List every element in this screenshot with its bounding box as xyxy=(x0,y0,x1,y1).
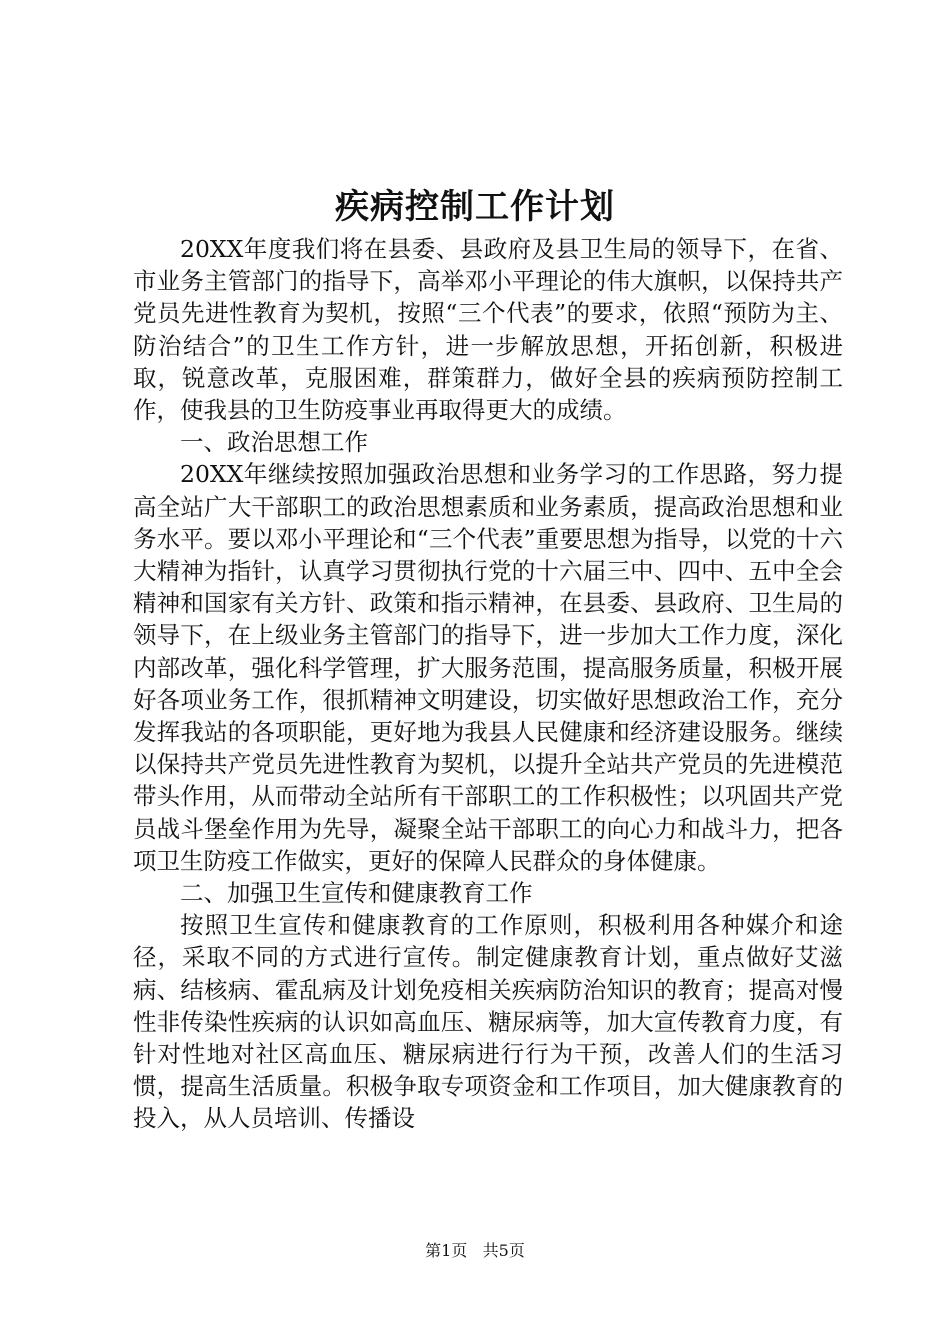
paragraph-political-work: 20XX年继续按照加强政治思想和业务学习的工作思路，努力提高全站广大干部职工的政治思想素质和业务素质，提高政治思想和业务水平。要以邓小平理论和“三个代表”重要思想为指导，以党的十六大精神为指针，认真学习贯彻执行党的十六届三中、四中、五中全会精神和国家有关方针、政策和指示精神，在县委、县政府、卫生局的领导下，在上级业务主管部门的指导下，进一步加大工作力度，深化内部改革，强化科学管理，扩大服务范围，提高服务质量，积极开展好各项业务工作，很抓精神文明建设，切实做好思想政治工作，充分发挥我站的各项职能，更好地为我县人民健康和经济建设服务。继续以保持共产党员先进性教育为契机，以提升全站共产党员的先进模范带头作用，从而带动全站所有干部职工的工作积极性；以巩固共产党员战斗堡垒作用为先导，凝聚全站干部职工的向心力和战斗力，把各项卫生防疫工作做实，更好的保障人民群众的身体健康。 xyxy=(133,460,843,875)
section-heading-health-education: 二、加强卫生宣传和健康教育工作 xyxy=(180,879,533,908)
paragraph-intro: 20XX年度我们将在县委、县政府及县卫生局的领导下，在省、市业务主管部门的指导下，高举邓小平理论的伟大旗帜，以保持共产党员先进性教育为契机，按照“三个代表”的要求，依照“预防为主、防治结合”的卫生工作方针，进一步解放思想，开拓创新，积极进取，锐意改革，克服困难，群策群力，做好全县的疾病预防控制工作，使我县的卫生防疫事业再取得更大的成绩。 xyxy=(133,235,843,425)
page-separator xyxy=(472,1241,477,1260)
total-pages: 共5页 xyxy=(482,1241,525,1260)
page-footer xyxy=(0,1240,950,1262)
document-title: 疾病控制工作计划 xyxy=(335,187,615,227)
document-body xyxy=(133,233,843,1135)
section-heading-political: 一、政治思想工作 xyxy=(180,428,368,457)
paragraph-health-education: 按照卫生宣传和健康教育的工作原则，积极利用各种媒介和途径，采取不同的方式进行宣传。制定健康教育计划，重点做好艾滋病、结核病、霍乱病及计划免疫相关疾病防治知识的教育；提高对慢性非传染性疾病的认识如高血压、糖尿病等，加大宣传教育力度，有针对性地对社区高血压、糖尿病进行行为干预，改善人们的生活习惯，提高生活质量。积极争取专项资金和工作项目，加大健康教育的投入，从人员培训、传播设 xyxy=(133,911,843,1133)
page-number: 第1页 xyxy=(425,1241,468,1260)
